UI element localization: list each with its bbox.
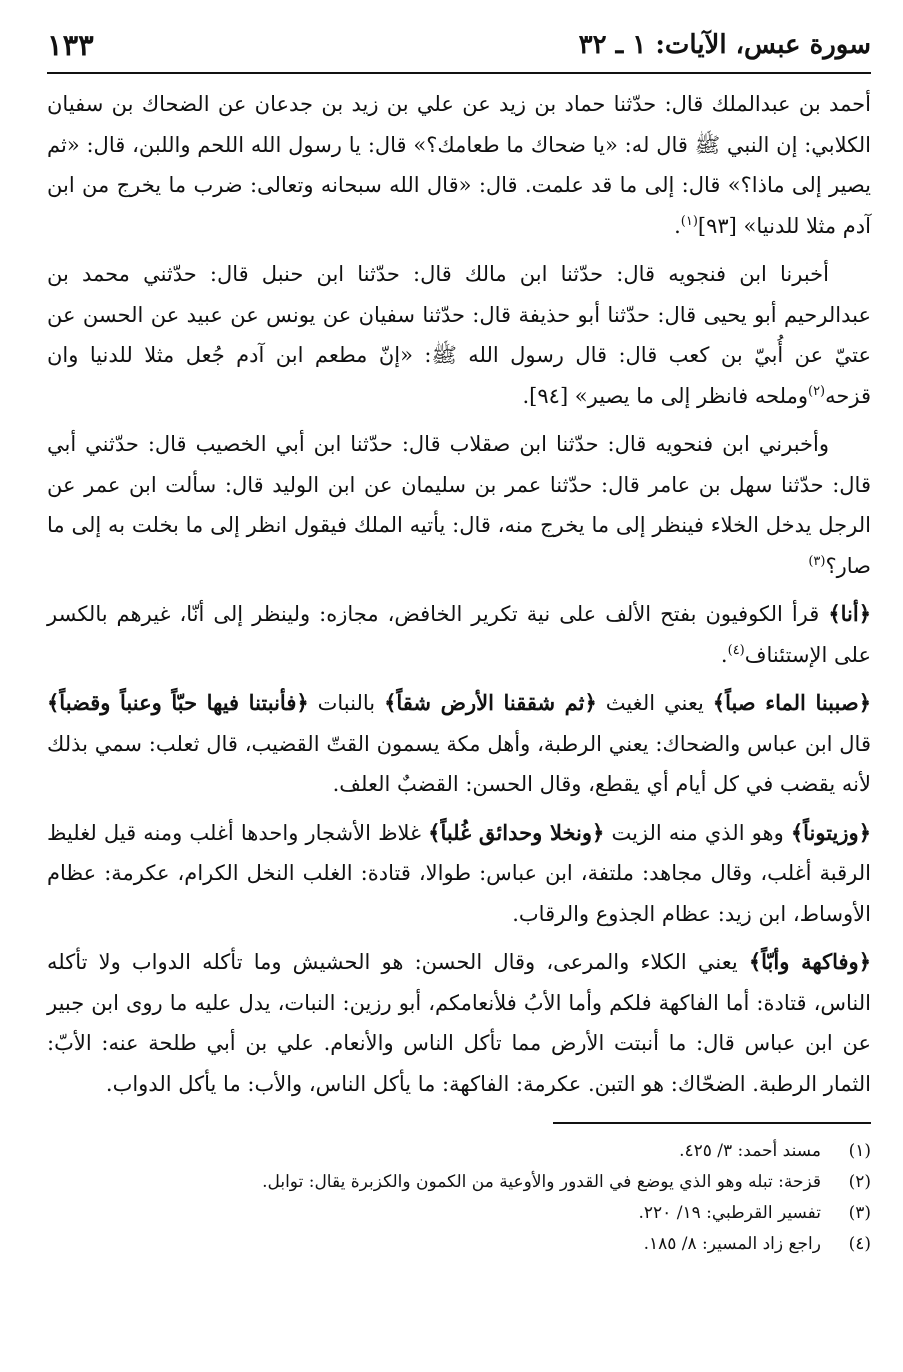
paragraph-text: أحمد بن عبدالملك قال: حدّثنا حماد بن زيد عن علي بن زيد بن جدعان عن الضحاك بن سفيان الكلابي: إن النبي ﷺ قال له: «يا ضحاك ما طعامك؟» قال: يا رسول الله اللحم واللبن، قال: «ثم يصير إلى ماذا؟» قال: إلى ما قد علمت. قال: «قال الله سبحانه وتعالى: ضرب ما يخرج من ابن آدم مثلا للدنيا» [٩٣] bbox=[47, 92, 872, 238]
footnote-reference: (١) bbox=[680, 213, 698, 229]
footnote-divider bbox=[553, 1122, 871, 1124]
paragraph-text: وهو الذي منه الزيت bbox=[604, 820, 791, 845]
footnote bbox=[47, 1229, 871, 1260]
book-page bbox=[47, 28, 871, 1260]
footnote-text: راجع زاد المسير: ٨/ ١٨٥. bbox=[643, 1234, 821, 1254]
quran-verse: ﴿أنا﴾ bbox=[828, 601, 871, 626]
paragraph-text: بالنبات bbox=[308, 691, 385, 715]
footnote-number: (٢) bbox=[848, 1172, 871, 1192]
main-text bbox=[47, 84, 871, 1104]
paragraph bbox=[47, 424, 871, 586]
paragraph-text: قال ابن عباس والضحاك: يعني الرطبة، وأهل مكة يسمون القتّ القضيب، قال ثعلب: سمي بذلك لأنه يقضب في كل أيام أي يقطع، وقال الحسن: القضبٌ العلف. bbox=[47, 731, 871, 796]
running-head bbox=[47, 28, 871, 74]
footnote bbox=[47, 1136, 871, 1167]
footnote-reference: (٤) bbox=[727, 642, 745, 658]
paragraph bbox=[47, 683, 871, 805]
quran-verse: ﴿صببنا الماء صباً﴾ bbox=[712, 690, 871, 715]
footnote-number: (٣) bbox=[848, 1203, 871, 1223]
paragraph-text: قرأ الكوفيون بفتح الألف على نية تكرير الخافض، مجازه: ولينظر إلى أنّا، غيرهم بالكسر على الإستئناف bbox=[47, 602, 871, 667]
paragraph bbox=[47, 942, 871, 1104]
footnote-text: تفسير القرطبي: ١٩/ ٢٢٠. bbox=[638, 1203, 821, 1223]
quran-verse: ﴿وفاكهة وأبّاً﴾ bbox=[748, 949, 871, 974]
paragraph-text: وملحه فانظر إلى ما يصير» [٩٤]. bbox=[522, 383, 808, 408]
surah-title: سورة عبس، الآيات: ١ ـ ٣٢ bbox=[578, 30, 871, 60]
quran-verse: ﴿فأنبتنا فيها حبّاً وعنباً وقضباً﴾ bbox=[47, 690, 309, 715]
footnote bbox=[47, 1167, 871, 1198]
paragraph-text: . bbox=[720, 642, 728, 667]
paragraph-text: أخبرنا ابن فنجويه قال: حدّثنا ابن مالك قال: حدّثنا ابن حنبل قال: حدّثني محمد بن عبدالرحيم أبو يحيى قال: حدّثنا أبو حذيفة قال: حدّثنا سفيان عن يونس عن عبيد عن الحسن عن عتيّ عن أُبيّ بن كعب قال: قال رسول الله ﷺ: «إنّ مطعم ابن آدم جُعل مثلا للدنيا وان قزحه bbox=[47, 262, 871, 408]
footnote-reference: (٣) bbox=[808, 553, 826, 569]
footnote-text: مسند أحمد: ٣/ ٤٢٥. bbox=[679, 1141, 821, 1161]
paragraph bbox=[47, 84, 871, 246]
paragraph bbox=[47, 254, 871, 416]
paragraph-text: . bbox=[674, 213, 681, 238]
quran-verse: ﴿ثم شققنا الأرض شقاً﴾ bbox=[384, 690, 597, 715]
quran-verse: ﴿وزيتوناً﴾ bbox=[790, 819, 871, 845]
paragraph-text: غلاظ الأشجار واحدها أغلب ومنه قيل لغليظ الرقبة أغلب، وقال مجاهد: ملتفة، ابن عباس: طوالا، قتادة: الغلب النخل الكرام، عكرمة: عظام الأوساط، ابن زيد: عظام الجذوع والرقاب. bbox=[47, 820, 871, 926]
footnote bbox=[47, 1198, 871, 1229]
paragraph bbox=[47, 594, 871, 675]
footnote-text: قزحة: تبله وهو الذي يوضع في القدور والأوعية من الكمون والكزبرة يقال: توابل. bbox=[262, 1172, 821, 1192]
footnotes bbox=[47, 1136, 871, 1260]
footnote-reference: (٢) bbox=[807, 383, 826, 399]
paragraph-text: يعني الكلاء والمرعى، وقال الحسن: هو الحشيش وما تأكله الدواب ولا تأكله الناس، قتادة: أما الفاكهة فلكم وأما الأبُ فلأنعامكم، أبو رزين: النبات، يدل عليه ما روى ابن جبير عن ابن عباس قال: ما أنبتت الأرض مما تأكل الناس والأنعام. علي بن أبي طلحة عنه: الأبّ: الثمار الرطبة. الضحّاك: هو التبن. عكرمة: الفاكهة: ما يأكل الناس، والأب: ما يأكل الدواب. bbox=[47, 950, 871, 1096]
footnote-number: (٤) bbox=[848, 1234, 871, 1254]
paragraph-text: يعني الغيث bbox=[596, 691, 713, 715]
quran-verse: ﴿ونخلا وحدائق غُلباً﴾ bbox=[428, 819, 605, 845]
paragraph-text: وأخبرني ابن فنحويه قال: حدّثنا ابن صقلاب قال: حدّثنا ابن أبي الخصيب قال: حدّثني أبي قال: حدّثنا سهل بن عامر قال: حدّثنا عمر بن سليمان عن ابن الوليد قال: سألت ابن عمر عن الرجل يدخل الخلاء فينظر إلى ما يخرج منه، قال: يأتيه الملك فيقول انظر إلى ما بخلت به إلى ما صار؟ bbox=[47, 432, 871, 578]
footnote-number: (١) bbox=[848, 1141, 871, 1161]
paragraph bbox=[47, 813, 871, 935]
page-number: ١٣٣ bbox=[47, 28, 94, 62]
